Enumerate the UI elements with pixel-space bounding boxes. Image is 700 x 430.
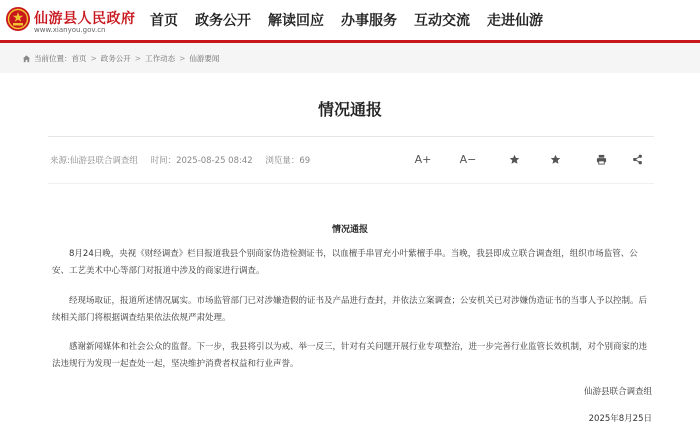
article-paragraph: 8月24日晚，央视《财经调查》栏目报道我县个别商家伪造检测证书，以血檀手串冒充小叶紫檀手串。当晚，我县即成立联合调查组，组织市场监管、公安、工艺美术中心等部门对报道中涉及的商家进行调查。 — [52, 249, 638, 276]
site-name[interactable]: 仙游县人民政府 — [34, 11, 136, 27]
breadcrumb-separator: > — [179, 53, 186, 63]
nav-home[interactable]: 首页 — [150, 13, 178, 29]
collect-star-icon — [550, 154, 561, 165]
nav-interaction[interactable]: 互动交流 — [414, 13, 470, 29]
nav-interpretation[interactable]: 解读回应 — [268, 13, 324, 29]
site-header — [0, 0, 700, 40]
font-decrease-icon: A− — [459, 152, 477, 166]
article-paragraph: 经现场取证，报道所述情况属实。市场监管部门已对涉嫌造假的证书及产品进行查封，并依法立案调查；公安机关已对涉嫌伪造证书的当事人予以控制。后续相关部门将根据调查结果依法依规严肃处理。 — [52, 296, 648, 323]
location-home-icon — [22, 54, 31, 63]
article-source: 来源:仙游县联合调查组 — [50, 156, 138, 166]
favorite-star-icon — [509, 154, 520, 165]
title-divider — [48, 136, 654, 137]
favorite-button[interactable] — [506, 150, 522, 168]
nav-government-affairs[interactable]: 政务公开 — [195, 13, 251, 29]
article-date: 2025年8月25日 — [588, 414, 652, 424]
breadcrumb-separator: > — [134, 53, 142, 63]
article-time: 时间：2025-08-25 08:42 — [150, 156, 253, 166]
breadcrumb-government-affairs[interactable]: 政务公开 — [100, 53, 131, 63]
nav-about-xianyou[interactable]: 走进仙游 — [487, 13, 543, 29]
font-decrease-button[interactable] — [457, 150, 479, 168]
article-meta — [50, 154, 320, 166]
breadcrumb-work-news[interactable]: 工作动态 — [145, 53, 176, 63]
article-tools — [405, 150, 650, 168]
print-button[interactable] — [593, 150, 609, 168]
meta-divider — [48, 183, 654, 184]
article-paragraph: 感谢新闻媒体和社会公众的监督。下一步，我县将引以为戒、举一反三，针对有关问题开展行业专项整治，进一步完善行业监管长效机制，对个别商家的违法违规行为发现一起查处一起，坚决维护消费者权益和行业声誉。 — [52, 342, 648, 369]
breadcrumb-separator: > — [90, 53, 97, 63]
nav-services[interactable]: 办事服务 — [341, 13, 397, 29]
share-icon — [632, 154, 643, 165]
breadcrumb-prefix: 当前位置： — [34, 53, 72, 63]
national-emblem-icon[interactable] — [5, 6, 31, 32]
breadcrumb — [0, 43, 700, 73]
share-button[interactable] — [629, 150, 645, 168]
collect-button[interactable] — [547, 150, 563, 168]
article-signature: 仙游县联合调查组 — [583, 387, 652, 397]
font-increase-icon: A+ — [414, 152, 432, 166]
main-nav — [150, 0, 560, 40]
article-views: 浏览量：69 — [265, 156, 311, 166]
site-url: www.xianyou.gov.cn — [34, 26, 106, 34]
breadcrumb-xianyou-news[interactable]: 仙游要闻 — [189, 53, 220, 63]
breadcrumb-home[interactable]: 首页 — [71, 53, 87, 63]
article-body-heading: 情况通报 — [331, 225, 368, 235]
print-icon — [596, 154, 607, 165]
article-title: 情况通报 — [317, 100, 382, 119]
font-increase-button[interactable] — [413, 150, 433, 168]
